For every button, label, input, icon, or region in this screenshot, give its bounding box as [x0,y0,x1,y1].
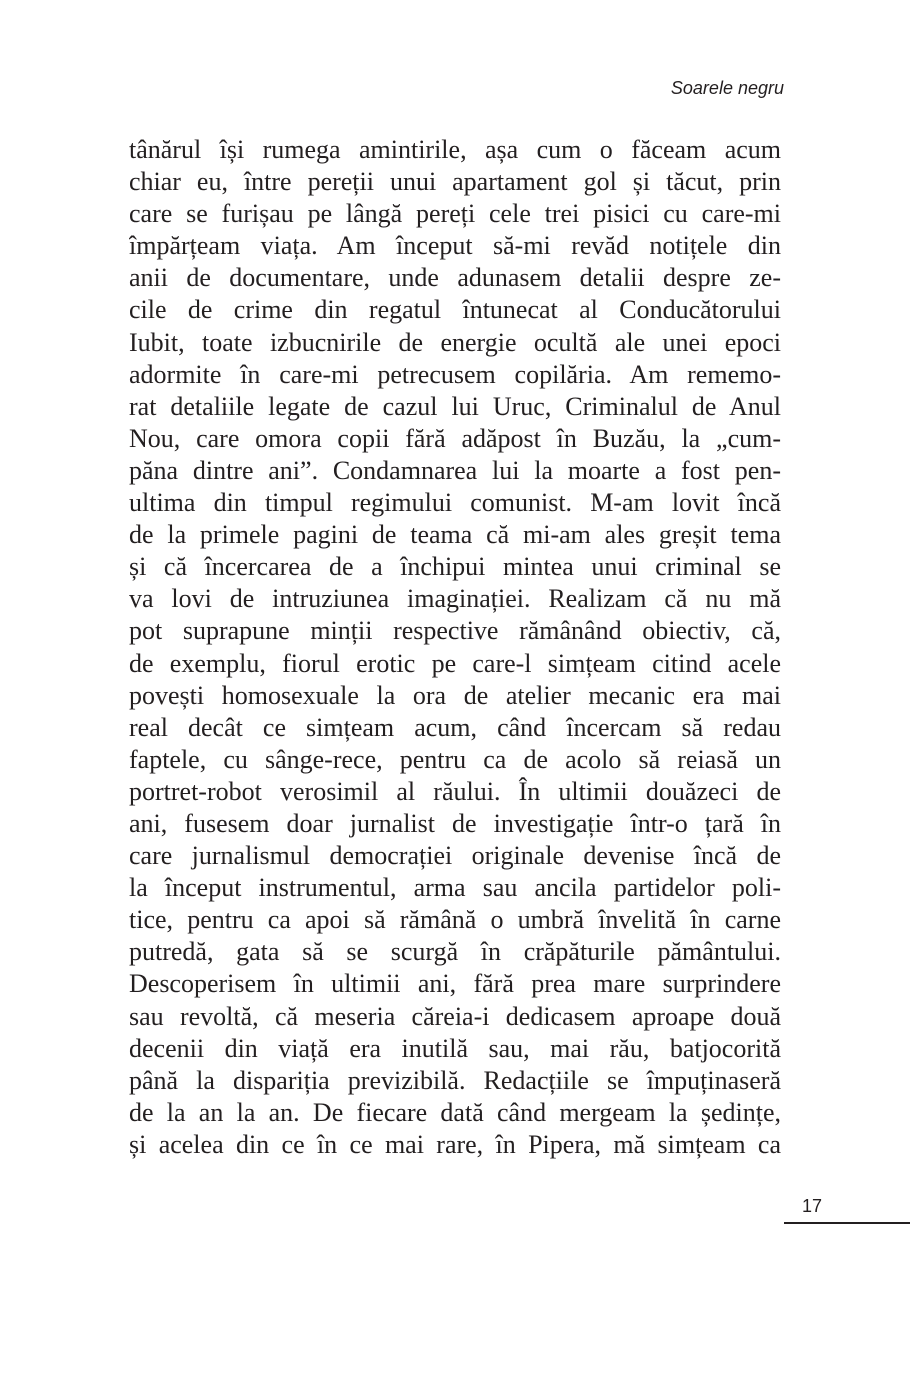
text-line: Iubit, toate izbucnirile de energie ocultă ale unei epoci [129,327,781,357]
text-line: păna dintre ani”. Condamnarea lui la moarte a fost pen- [129,455,781,485]
text-line: de exemplu, fiorul erotic pe care-l simțeam citind acele [129,648,781,678]
text-line: tânărul își rumega amintirile, așa cum o făceam acum [129,135,781,164]
text-line: cile de crime din regatul întunecat al Conducătorului [129,295,781,325]
text-line: povești homosexuale la ora de atelier mecanic era mai [129,680,781,710]
text-line: sau revoltă, că meseria căreia-i dedicasem aproape două [129,1001,781,1031]
text-line: va lovi de intruziunea imaginației. Realizam că nu mă [129,584,781,614]
text-line: de la primele pagini de teama că mi-am ales greșit tema [129,520,781,550]
text-line: care se furișau pe lângă pereți cele trei pisici cu care-mi [129,199,781,229]
text-line: și acelea din ce în ce mai rare, în Pipera, mă simțeam ca [129,1129,781,1159]
text-line: până la dispariția previzibilă. Redacțiile se împuținaseră [129,1065,781,1095]
page-number: 17 [802,1196,823,1216]
page-number-rule [784,1222,910,1224]
text-line: rat detaliile legate de cazul lui Uruc, Criminalul de Anul [129,391,781,421]
text-line: faptele, cu sânge-rece, pentru ca de acolo să reiasă un [129,744,781,774]
text-line: împărțeam viața. Am început să-mi revăd notițele din [129,231,781,261]
text-line: care jurnalismul democrației originale devenise încă de [129,841,781,871]
running-head-title: Soarele negru [670,78,784,98]
text-line: pot suprapune minții respective rămânând obiectiv, că, [129,616,781,646]
text-line: putredă, gata să se scurgă în crăpăturile pământului. [129,937,781,967]
text-line: la început instrumentul, arma sau ancila partidelor poli- [129,873,781,903]
text-line: și că încercarea de a închipui mintea unui criminal se [129,552,781,582]
text-line: tice, pentru ca apoi să rămână o umbră învelită în carne [129,905,781,935]
text-line: ultima din timpul regimului comunist. M-am lovit încă [129,488,781,518]
text-line: de la an la an. De fiecare dată când mergeam la ședințe, [129,1097,781,1127]
text-line: portret-robot verosimil al răului. În ultimii douăzeci de [129,776,781,806]
text-line: Descoperisem în ultimii ani, fără prea mare surprindere [129,969,781,999]
text-line: ani, fusesem doar jurnalist de investigație într-o țară în [129,808,781,838]
text-line: anii de documentare, unde adunasem detalii despre ze- [129,263,781,293]
text-line: chiar eu, între pereții unui apartament gol și tăcut, prin [129,167,781,197]
text-line: Nou, care omora copii fără adăpost în Buzău, la „cum- [129,423,781,453]
body-text [129,134,781,1161]
text-line: adormite în care-mi petrecusem copilăria. Am rememo- [129,359,781,389]
text-line: decenii din viață era inutilă sau, mai rău, batjocorită [129,1033,781,1063]
text-line: real decât ce simțeam acum, când încercam să redau [129,712,781,742]
